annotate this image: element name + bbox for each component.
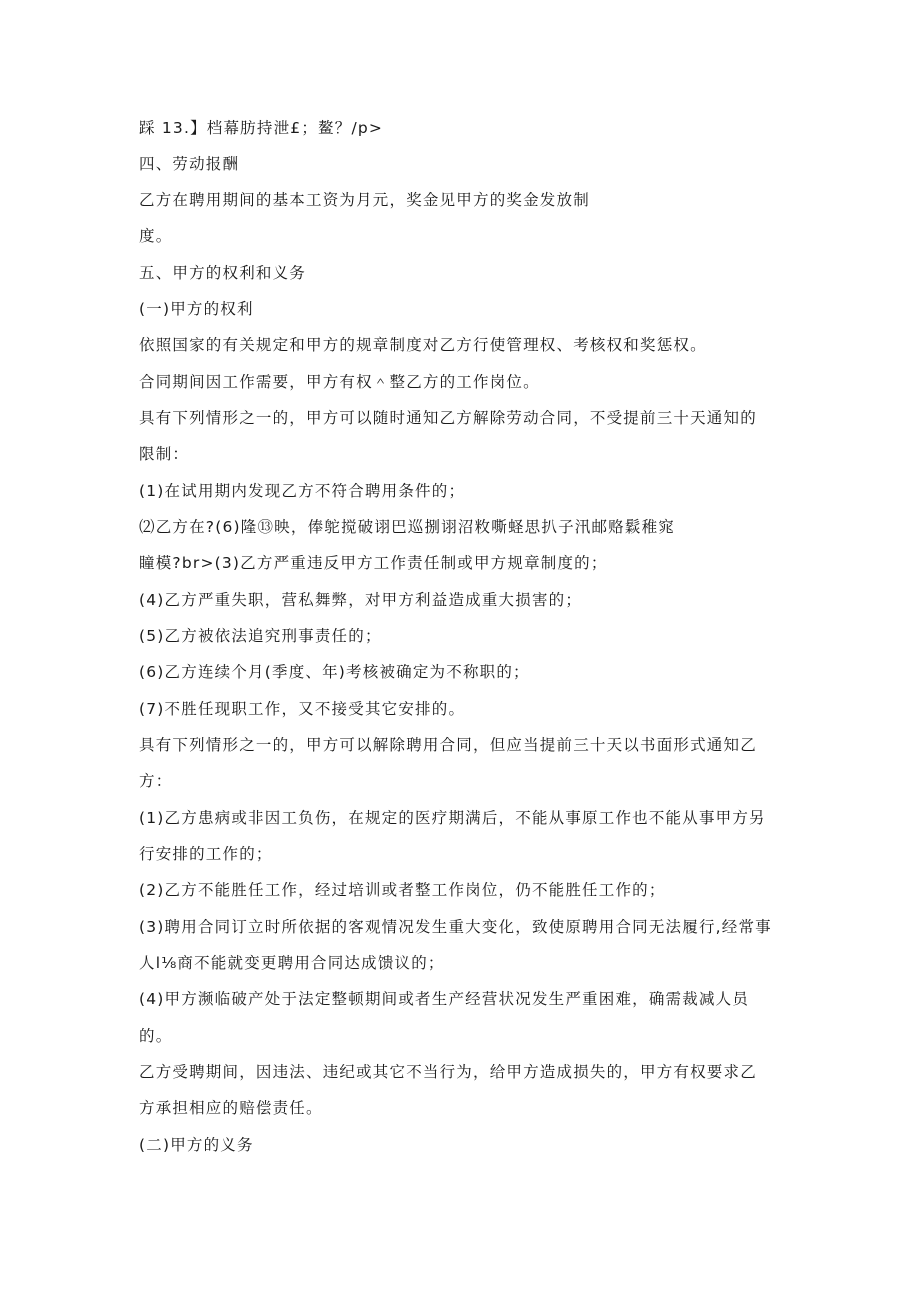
- text-line-salary: 乙方在聘用期间的基本工资为月元，奖金见甲方的奖金发放制: [139, 191, 590, 209]
- list-item-2-garbled: ⑵乙方在?(6)隆⑬映，俸鸵搅破诩巴巡捌诩沼敉嘶蛏思扒子汛邮赂鬏稚窕: [139, 518, 675, 536]
- notice-item-3-cont: 人l⅛商不能就变更聘用合同达成馈议的；: [139, 954, 445, 972]
- subsection-heading-party-a-rights: (一)甲方的权利: [139, 300, 254, 318]
- list-item-7: (7)不胜任现职工作，又不接受其它安排的。: [139, 700, 466, 718]
- list-item-4: (4)乙方严重失职，营私舞弊，对甲方利益造成重大损害的；: [139, 591, 583, 609]
- text-line-termination-intro: 具有下列情形之一的，甲方可以随时通知乙方解除劳动合同，不受提前三十天通知的: [139, 409, 757, 427]
- notice-item-1-cont: 行安排的工作的；: [139, 845, 273, 863]
- list-item-6: (6)乙方连续个月(季度、年)考核被确定为不称职的；: [139, 663, 530, 681]
- text-line-garbled-header: 踩 13.】档幕肪持泄£；鳌？/p>: [139, 119, 384, 137]
- list-item-1: (1)在试用期内发现乙方不符合聘用条件的；: [139, 482, 466, 500]
- text-line-compensation-cont: 方承担相应的赔偿责任。: [139, 1099, 323, 1117]
- notice-item-3: (3)聘用合同订立时所依据的客观情况发生重大变化，致使原聘用合同无法履行,经常事: [139, 918, 772, 936]
- notice-item-4-cont: 的。: [139, 1027, 173, 1045]
- notice-item-1: (1)乙方患病或非因工负伤，在规定的医疗期满后，不能从事原工作也不能从事甲方另: [139, 809, 766, 827]
- notice-item-4: (4)甲方濒临破产处于法定整顿期间或者生产经营状况发生严重困难，确需裁减人员: [139, 990, 750, 1008]
- subsection-heading-party-a-duties: (二)甲方的义务: [139, 1136, 254, 1154]
- section-heading-labor-pay: 四、劳动报酬: [139, 155, 240, 173]
- text-line-adjust-post: 合同期间因工作需要，甲方有权＾整乙方的工作岗位。: [139, 373, 540, 391]
- text-line-management-rights: 依照国家的有关规定和甲方的规章制度对乙方行使管理权、考核权和奖惩权。: [139, 336, 707, 354]
- text-line-salary-cont: 度。: [139, 227, 173, 245]
- notice-item-2: (2)乙方不能胜任工作，经过培训或者整工作岗位，仍不能胜任工作的；: [139, 881, 666, 899]
- text-line-notice-termination: 具有下列情形之一的，甲方可以解除聘用合同，但应当提前三十天以书面形式通知乙: [139, 736, 757, 754]
- text-line-termination-intro-cont: 限制：: [139, 445, 190, 463]
- list-item-3: 瞳模?br>(3)乙方严重违反甲方工作责任制或甲方规章制度的；: [139, 554, 608, 572]
- section-heading-rights-duties: 五、甲方的权利和义务: [139, 264, 307, 282]
- list-item-5: (5)乙方被依法追究刑事责任的；: [139, 627, 382, 645]
- text-line-notice-termination-cont: 方：: [139, 772, 173, 790]
- text-line-compensation: 乙方受聘期间，因违法、违纪或其它不当行为，给甲方造成损失的，甲方有权要求乙: [139, 1063, 757, 1081]
